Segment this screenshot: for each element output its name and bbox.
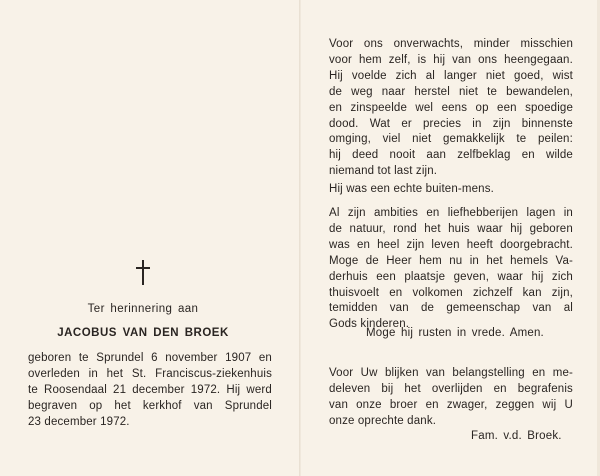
word: zelfbeklag [457, 149, 511, 162]
word: het [114, 399, 131, 412]
text-line [329, 222, 573, 238]
word: zeggen [495, 398, 535, 411]
left-panel [0, 0, 299, 476]
prayer: Moge hij rusten in vrede. Amen. [366, 327, 544, 339]
word: een [497, 101, 517, 114]
text-line [329, 132, 573, 148]
word: me- [552, 367, 573, 379]
word: langer [444, 69, 477, 82]
word: onze [356, 398, 382, 411]
word: volkomen [412, 286, 463, 299]
paragraph-thanks [329, 366, 573, 430]
text-line [329, 69, 573, 85]
word: hem [419, 254, 442, 267]
word: Va- [555, 254, 573, 267]
word: hij [510, 222, 523, 235]
word: deleven [329, 382, 371, 395]
word: Roosendaal [44, 383, 107, 396]
word: te [78, 352, 89, 364]
word: hij [433, 53, 446, 66]
word: overlijden [431, 382, 483, 395]
word: 6 [151, 352, 158, 364]
word: het [106, 367, 124, 380]
word: er [401, 117, 412, 130]
word: en [493, 382, 507, 395]
word: Al [329, 207, 340, 219]
text-line: niemand tot last zijn. [329, 165, 438, 178]
word: wist [552, 69, 573, 82]
word: van [532, 302, 552, 315]
word: Heer [386, 254, 412, 267]
word: geven, [453, 270, 490, 283]
word: en [532, 367, 546, 379]
word: geboren [529, 222, 573, 235]
text-line [329, 85, 573, 101]
word: plaatsje [404, 270, 446, 283]
paragraph-1 [329, 37, 573, 180]
word: te [516, 133, 527, 146]
word: van [389, 302, 409, 315]
text-line [329, 254, 573, 270]
word: is [417, 53, 427, 66]
word: geboren [28, 352, 72, 364]
word: en [521, 149, 535, 162]
word: kerkhof [142, 399, 182, 412]
word: naar [381, 85, 406, 98]
word: thuisvoelt [329, 286, 380, 299]
word: werd [246, 383, 272, 396]
word: aan [426, 149, 447, 162]
word: kan [522, 286, 542, 299]
word: wel [415, 101, 434, 114]
signature: Fam. v.d. Broek. [471, 430, 562, 442]
word: temidden [329, 302, 378, 315]
word: ambities [373, 207, 419, 219]
word: nu [449, 254, 463, 267]
word: het [486, 254, 503, 267]
text-line [329, 398, 573, 414]
word: St. [131, 367, 147, 380]
word: het [404, 382, 421, 395]
word: nooit [389, 149, 416, 162]
word: zinspeelde [350, 101, 407, 114]
text-line: onze oprechte dank. [329, 414, 437, 427]
word: doorgebracht. [500, 238, 573, 251]
text-line: Gods kinderen. [329, 318, 410, 331]
word: peilen: [537, 133, 573, 146]
paragraph-2 [329, 182, 573, 198]
word: Franciscus-ziekenhuis [155, 367, 272, 380]
word: Voor [329, 367, 354, 379]
word: hij [531, 270, 544, 283]
text-line [329, 286, 573, 302]
word: omging, [329, 133, 371, 146]
word: begrafenis [517, 382, 573, 395]
word: de [329, 85, 343, 98]
text-line [28, 383, 272, 399]
cross-icon [136, 260, 150, 285]
word: op [475, 101, 489, 114]
text-line [329, 270, 573, 286]
word: Sprundel [96, 352, 144, 364]
word: heel [377, 238, 400, 251]
word: Voor [329, 38, 354, 50]
word: waar [477, 222, 503, 235]
word: hij [329, 149, 341, 162]
word: in [472, 117, 482, 130]
word: Wat [369, 117, 391, 130]
text-line [329, 301, 573, 317]
word: van [329, 398, 348, 411]
text-line [329, 117, 573, 133]
word: al [563, 302, 573, 315]
paragraph-3 [329, 206, 573, 333]
word: wilde [546, 149, 573, 162]
word: van [426, 367, 446, 379]
text-line: Hij was een echte buiten-mens. [329, 183, 494, 195]
word: Moge [329, 254, 359, 267]
word: hemels [510, 254, 549, 267]
word: ons [363, 38, 383, 50]
word: en [425, 398, 439, 411]
biography [28, 351, 272, 431]
word: precies [423, 117, 462, 130]
word: Uw [360, 367, 378, 379]
word: Hij [226, 383, 241, 396]
text-line [329, 206, 573, 222]
word: november [165, 352, 218, 364]
word: en [389, 286, 403, 299]
word: wij [542, 398, 557, 411]
deceased-name: JACOBUS VAN DEN BROEK [57, 327, 229, 339]
intro-text: Ter herinnering aan [87, 303, 199, 315]
word: op [89, 399, 103, 412]
word: de [420, 302, 435, 315]
right-panel [301, 0, 600, 476]
word: Sprundel [224, 399, 272, 412]
word: herstel [414, 85, 450, 98]
word: al [425, 69, 435, 82]
word: heeft [466, 238, 494, 251]
word: blijken [384, 367, 419, 379]
word: natuur, [349, 222, 386, 235]
word: de [365, 254, 379, 267]
word: huis [448, 222, 470, 235]
word: belangstelling [452, 367, 525, 379]
word: viel [382, 133, 401, 146]
word: gemeenschap [446, 302, 521, 315]
word: begraven [28, 399, 78, 412]
word: van [193, 399, 213, 412]
word: 1907 [225, 352, 252, 364]
word: Hij [329, 69, 343, 82]
text-line [329, 148, 573, 164]
word: binnenste [521, 117, 573, 130]
word: minder [473, 38, 510, 50]
word: december [132, 383, 185, 396]
word: overleden [28, 367, 80, 380]
text-line [329, 366, 573, 382]
text-line [329, 238, 573, 254]
word: eens [441, 101, 468, 114]
word: bewandelen, [506, 85, 573, 98]
word: de [329, 222, 343, 235]
word: 21 [113, 383, 127, 396]
word: van [452, 53, 472, 66]
word: liefhebberijen [447, 207, 519, 219]
word: zijn [347, 207, 366, 219]
word: heengegaan. [504, 53, 573, 66]
text-line [28, 399, 272, 415]
word: voor [329, 53, 352, 66]
word: U [564, 398, 573, 411]
text-line [329, 53, 573, 69]
word: dood. [329, 117, 359, 130]
word: in [563, 207, 573, 219]
word: in [88, 367, 98, 380]
word: zijn [406, 238, 425, 251]
word: onverwachts, [393, 38, 464, 50]
word: gemakkelijk [443, 133, 505, 146]
word: zich [395, 69, 417, 82]
word: te [487, 85, 498, 98]
word: het [424, 222, 441, 235]
word: ons [478, 53, 498, 66]
word: goed, [514, 69, 544, 82]
word: lagen [526, 207, 556, 219]
word: spoedige [525, 101, 573, 114]
text-line [28, 351, 272, 367]
word: in [469, 254, 479, 267]
word: te [28, 383, 38, 396]
word: leven [431, 238, 460, 251]
word: een [376, 270, 396, 283]
word: zich [551, 270, 573, 283]
text-line [28, 367, 272, 383]
word: en [329, 101, 343, 114]
word: waar [497, 270, 524, 283]
word: deed [352, 149, 379, 162]
word: zijn [492, 117, 511, 130]
text-line [329, 382, 573, 398]
word: zichzelf [472, 286, 513, 299]
word: hem [358, 53, 382, 66]
word: en [426, 207, 440, 219]
word: en [258, 352, 272, 364]
text-line: 23 december 1972. [28, 415, 130, 428]
word: en [356, 238, 371, 251]
word: was [329, 238, 350, 251]
word: broer [389, 398, 418, 411]
text-line [329, 37, 573, 53]
word: derhuis [329, 270, 368, 283]
word: weg [351, 85, 373, 98]
word: voelde [351, 69, 387, 82]
text-line [329, 101, 573, 117]
word: niet [412, 133, 432, 146]
word: 1972. [190, 383, 221, 396]
word: zwager, [446, 398, 488, 411]
word: rond [393, 222, 417, 235]
word: zijn, [551, 286, 573, 299]
word: zelf, [388, 53, 411, 66]
word: niet [458, 85, 479, 98]
word: bij [381, 382, 394, 395]
word: niet [485, 69, 506, 82]
word: misschien [520, 38, 573, 50]
